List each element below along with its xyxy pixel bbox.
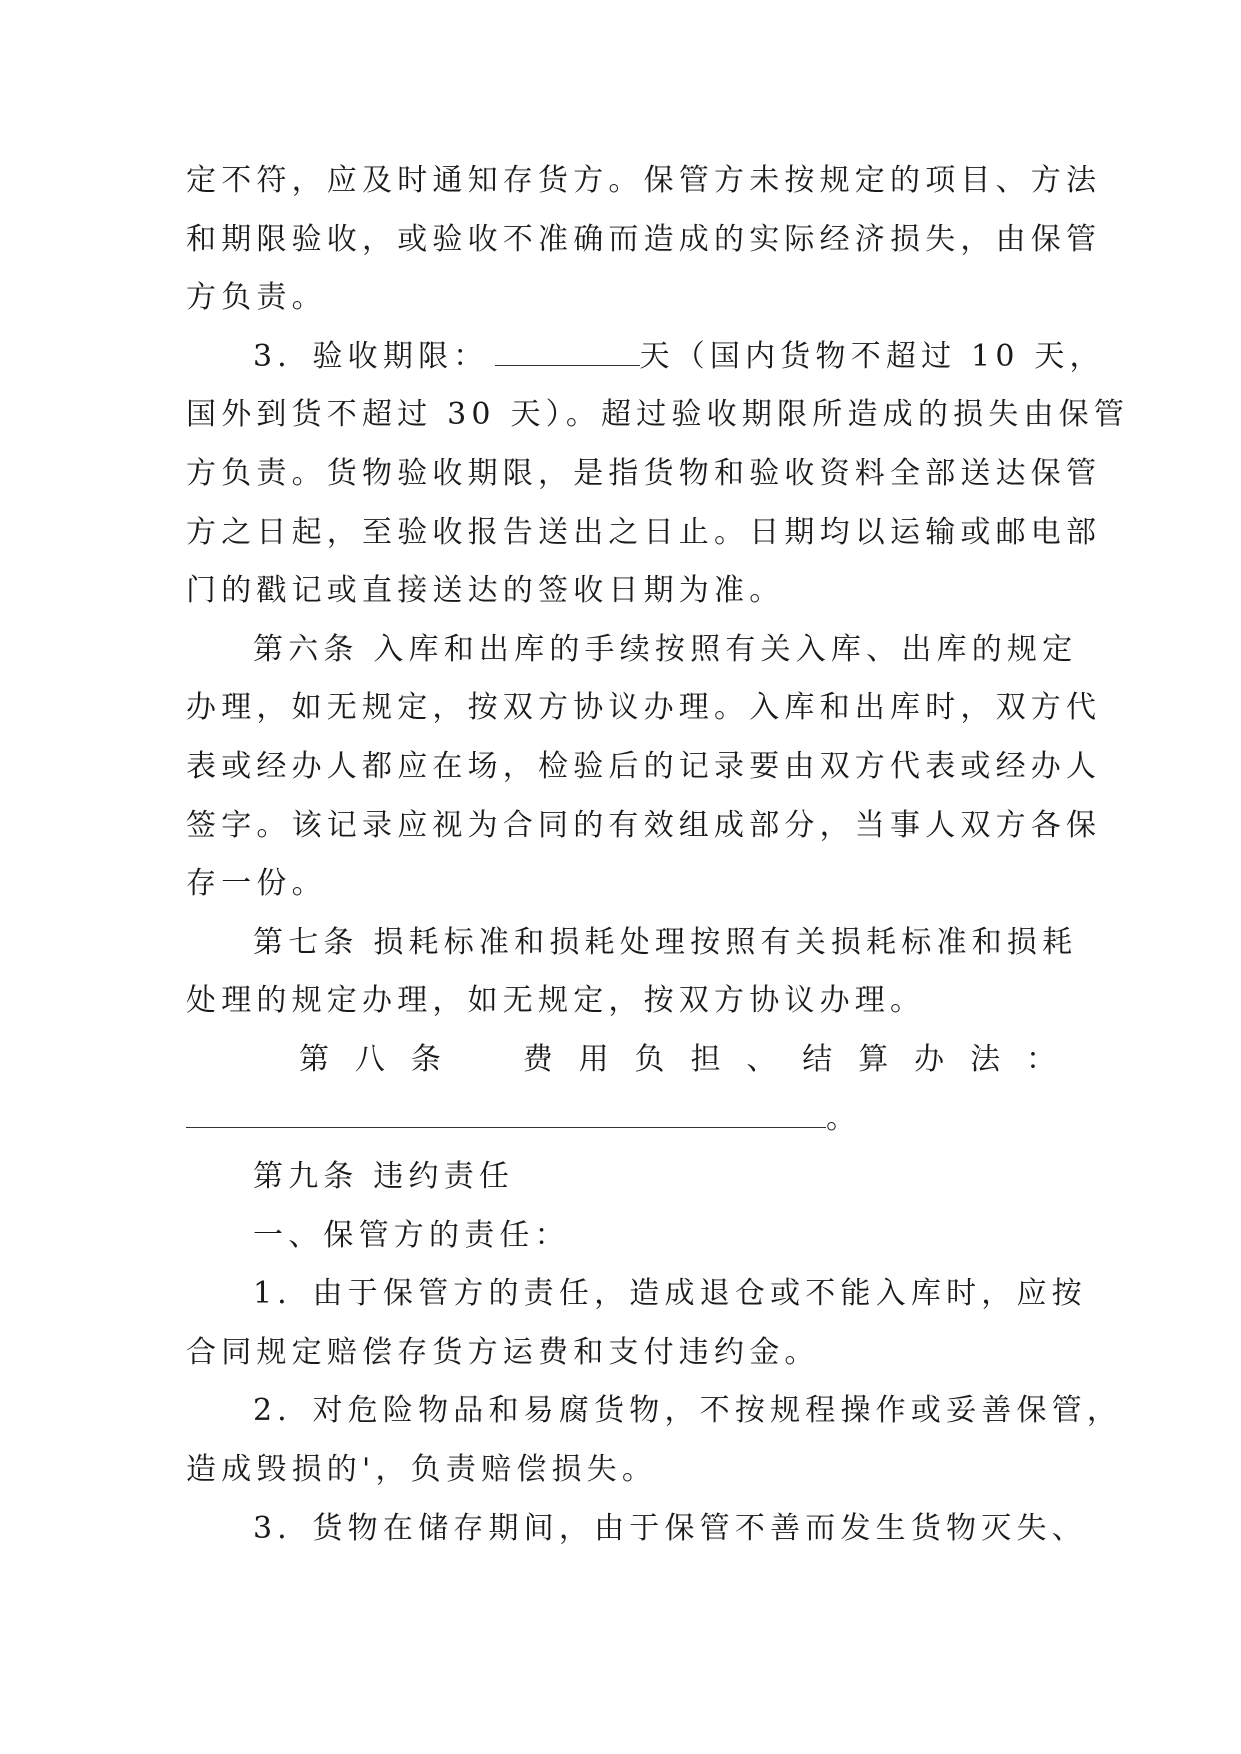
acceptance-period-text: 天（国内货物不超过 10 天， <box>639 338 1105 374</box>
text-line: 方负责。货物验收期限，是指货物和验收资料全部送达保管 <box>186 455 1102 491</box>
contract-body <box>186 152 1130 1558</box>
text-line: 造成毁损的'，负责赔偿损失。 <box>186 1452 658 1488</box>
text-line: 合同规定赔偿存货方运费和支付违约金。 <box>186 1334 820 1370</box>
article-nine-heading: 第九条 违约责任 <box>253 1159 515 1195</box>
text-line: 定不符，应及时通知存货方。保管方未按规定的项目、方法 <box>186 163 1102 198</box>
settlement-method-blank <box>186 1097 826 1128</box>
text-line: 方负责。 <box>186 280 327 316</box>
settlement-blank-line <box>186 1090 1056 1149</box>
text-line: 方之日起，至验收报告送出之日止。日期均以运输或邮电部 <box>186 514 1102 550</box>
acceptance-period-label: 3．验收期限： <box>253 338 489 374</box>
article-seven-heading: 第七条 损耗标准和损耗处理按照有关损耗标准和损耗 <box>253 924 1078 960</box>
acceptance-days-blank <box>495 335 640 366</box>
settlement-line-end: 。 <box>826 1100 862 1136</box>
text-line: 国外到货不超过 30 天）。超过验收期限所造成的损失由保管 <box>186 397 1130 433</box>
text-line: 存一份。 <box>186 866 327 902</box>
text-line: 门的戳记或直接送达的签收日期为准。 <box>186 573 785 609</box>
text-line: 和期限验收，或验收不准确而造成的实际经济损失，由保管 <box>186 221 1102 257</box>
text-line: 表或经办人都应在场，检验后的记录要由双方代表或经办人 <box>186 748 1102 784</box>
text-line: 签字。该记录应视为合同的有效组成部分，当事人双方各保 <box>186 807 1102 843</box>
article-six-heading: 第六条 入库和出库的手续按照有关入库、出库的规定 <box>253 631 1078 667</box>
article-eight-heading: 第八条 费用负担、结算办法： <box>299 1041 1056 1077</box>
text-line: 3．货物在储存期间，由于保管不善而发生货物灭失、 <box>253 1510 1087 1546</box>
text-line: 办理，如无规定，按双方协议办理。入库和出库时，双方代 <box>186 690 1102 726</box>
text-line: 2．对危险物品和易腐货物，不按规程操作或妥善保管， <box>253 1393 1123 1429</box>
keeper-responsibility-heading: 一、保管方的责任： <box>253 1217 570 1253</box>
acceptance-period-line <box>186 328 1105 387</box>
text-line: 处理的规定办理，如无规定，按双方协议办理。 <box>186 983 926 1019</box>
text-line: 1．由于保管方的责任，造成退仓或不能入库时，应按 <box>253 1276 1087 1312</box>
